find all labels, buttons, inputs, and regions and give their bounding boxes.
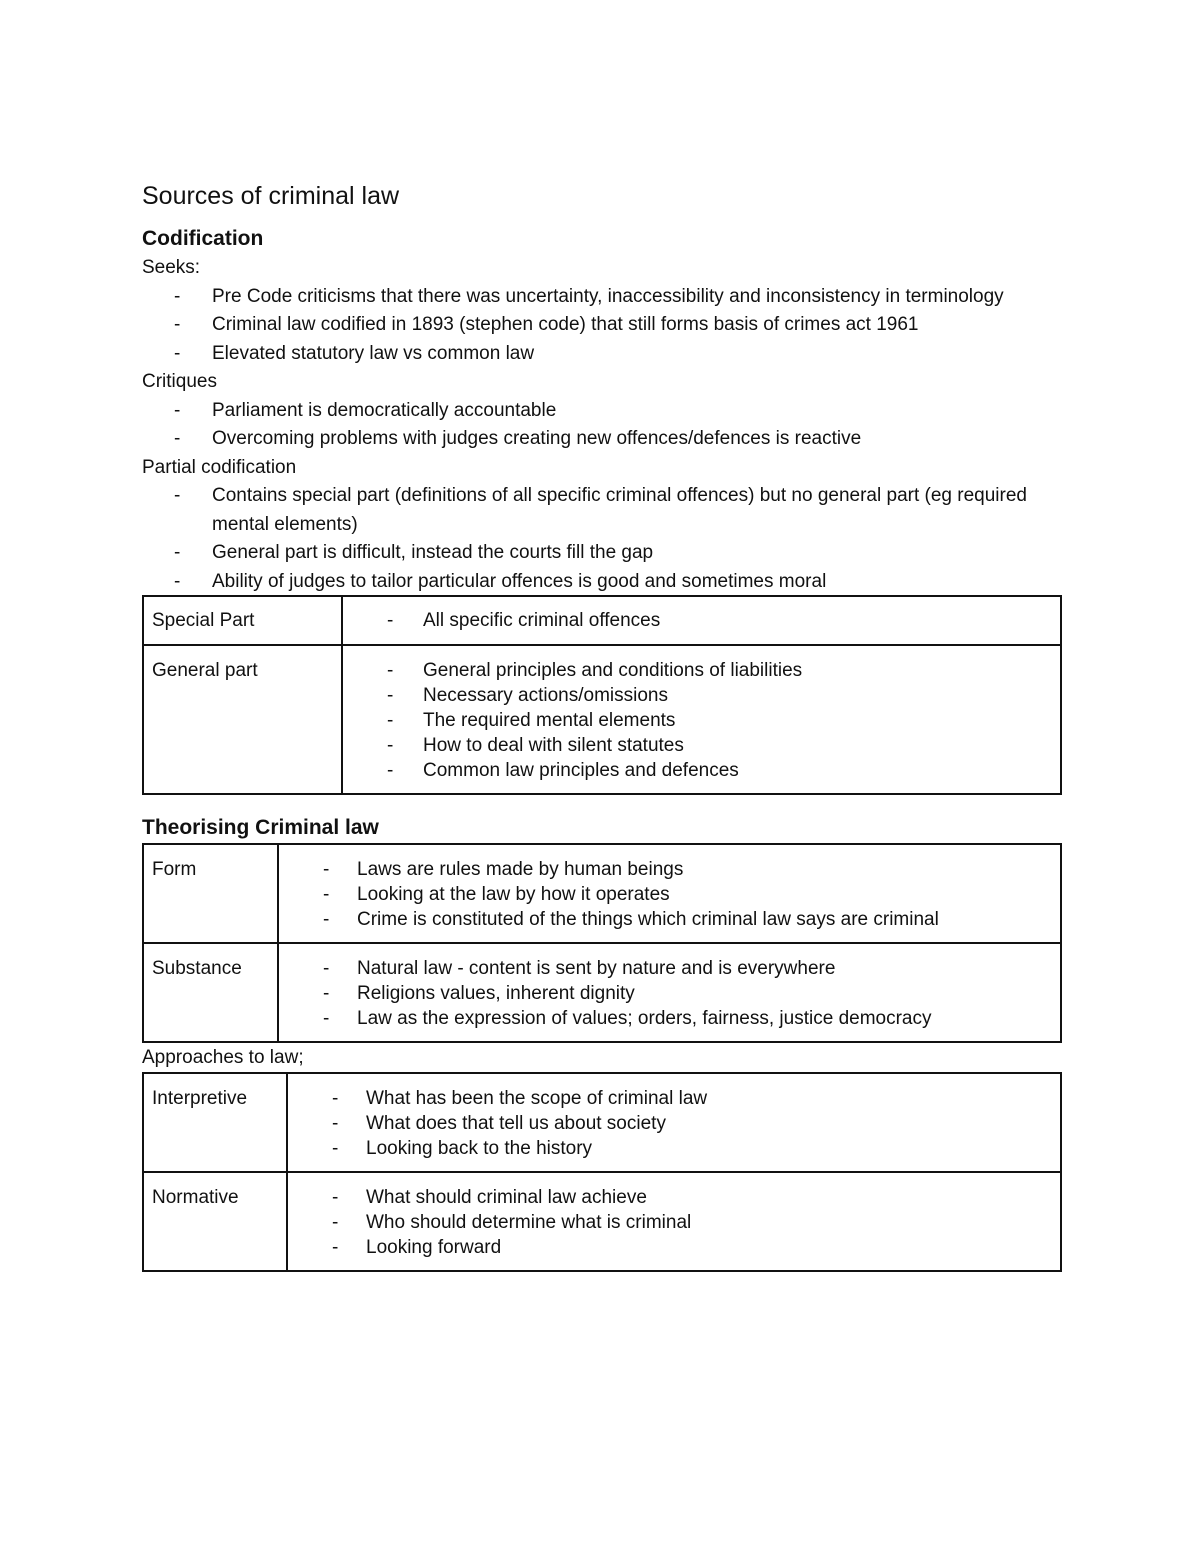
partial-codification-list — [142, 482, 1062, 595]
dash-bullet: - — [387, 734, 394, 756]
table-cell-label: Interpretive — [143, 1073, 287, 1172]
table-cell-label: General part — [143, 645, 342, 794]
table-row — [143, 844, 1061, 943]
dash-bullet: - — [332, 1112, 339, 1134]
dash-bullet: - — [332, 1211, 339, 1233]
form-substance-table — [142, 843, 1062, 1043]
table-cell-label: Special Part — [143, 596, 342, 645]
list-item: - How to deal with silent statutes — [387, 734, 684, 756]
list-item: - All specific criminal offences — [387, 609, 661, 631]
dash-bullet: - — [387, 684, 394, 706]
list-item: - Law as the expression of values; orders, fairness, justice democracy — [323, 1007, 932, 1029]
list-item: - What should criminal law achieve — [332, 1186, 647, 1208]
list-item: - Ability of judges to tailor particular offences is good and sometimes moral — [142, 568, 1062, 595]
dash-bullet: - — [387, 609, 394, 631]
table-row — [143, 1073, 1061, 1172]
critiques-label: Critiques — [142, 371, 217, 392]
dash-bullet: - — [332, 1087, 339, 1109]
dash-bullet: - — [323, 858, 330, 880]
dash-bullet: - — [174, 428, 181, 449]
dash-bullet: - — [323, 957, 330, 979]
list-item: - Parliament is democratically accountable — [142, 397, 1062, 426]
section-heading-theorising: Theorising Criminal law — [142, 815, 379, 839]
list-item: - Elevated statutory law vs common law — [142, 340, 1062, 369]
dash-bullet: - — [332, 1137, 339, 1159]
list-item: - Criminal law codified in 1893 (stephen code) that still forms basis of crimes act 1961 — [142, 311, 1062, 340]
dash-bullet: - — [387, 659, 394, 681]
table-row — [143, 943, 1061, 1042]
spacer — [142, 795, 1062, 813]
dash-bullet: - — [174, 342, 181, 364]
dash-bullet: - — [387, 709, 394, 731]
dash-bullet: - — [174, 399, 181, 421]
section-heading-codification: Codification — [142, 227, 264, 250]
list-item: - Looking at the law by how it operates — [323, 883, 670, 905]
dash-bullet: - — [323, 883, 330, 905]
table-cell-content — [287, 1073, 1061, 1172]
seeks-list — [142, 283, 1062, 369]
dash-bullet: - — [174, 285, 181, 307]
list-item: - The required mental elements — [387, 709, 676, 731]
list-item: - General principles and conditions of liabilities — [387, 659, 803, 681]
list-item: - Looking forward — [332, 1236, 502, 1258]
list-item: - Religions values, inherent dignity — [323, 982, 635, 1004]
table-row — [143, 596, 1061, 645]
list-item: - Common law principles and defences — [387, 759, 739, 781]
list-item: - General part is difficult, instead the courts fill the gap — [142, 539, 1062, 568]
list-item: - Laws are rules made by human beings — [323, 858, 684, 880]
list-item: - Who should determine what is criminal — [332, 1211, 692, 1233]
list-item: - Overcoming problems with judges creating new offences/defences is reactive — [142, 425, 1062, 454]
list-item: - Contains special part (definitions of all specific criminal offences) but no general part (eg required mental elements) — [142, 482, 1062, 539]
table-row — [143, 645, 1061, 794]
document-page — [142, 178, 1062, 1272]
table-cell-label: Form — [143, 844, 278, 943]
table-cell-label: Normative — [143, 1172, 287, 1271]
partial-codification-label: Partial codification — [142, 456, 297, 478]
dash-bullet: - — [174, 570, 181, 592]
dash-bullet: - — [387, 759, 394, 781]
dash-bullet: - — [174, 485, 181, 506]
dash-bullet: - — [323, 908, 330, 930]
list-item: - Crime is constituted of the things which criminal law says are criminal — [323, 908, 939, 930]
table-cell-content — [342, 645, 1061, 794]
approaches-table — [142, 1072, 1062, 1272]
table-cell-content — [287, 1172, 1061, 1271]
dash-bullet: - — [332, 1236, 339, 1258]
approaches-label: Approaches to law; — [142, 1046, 304, 1068]
list-item: - Pre Code criticisms that there was uncertainty, inaccessibility and inconsistency in terminology — [142, 283, 1062, 312]
dash-bullet: - — [174, 542, 181, 563]
parts-table — [142, 595, 1062, 795]
table-cell-content — [342, 596, 1061, 645]
critiques-list — [142, 397, 1062, 454]
dash-bullet: - — [323, 982, 330, 1004]
list-item: - Looking back to the history — [332, 1137, 593, 1159]
dash-bullet: - — [332, 1186, 339, 1208]
list-item: - Necessary actions/omissions — [387, 684, 668, 706]
page-title: Sources of criminal law — [142, 182, 400, 210]
table-cell-content — [278, 844, 1061, 943]
table-cell-label: Substance — [143, 943, 278, 1042]
dash-bullet: - — [323, 1007, 330, 1029]
seeks-label: Seeks: — [142, 257, 201, 278]
table-row — [143, 1172, 1061, 1271]
table-cell-content — [278, 943, 1061, 1042]
list-item: - What has been the scope of criminal law — [332, 1087, 708, 1109]
list-item: - Natural law - content is sent by nature and is everywhere — [323, 957, 836, 979]
list-item: - What does that tell us about society — [332, 1112, 666, 1134]
dash-bullet: - — [174, 314, 181, 335]
